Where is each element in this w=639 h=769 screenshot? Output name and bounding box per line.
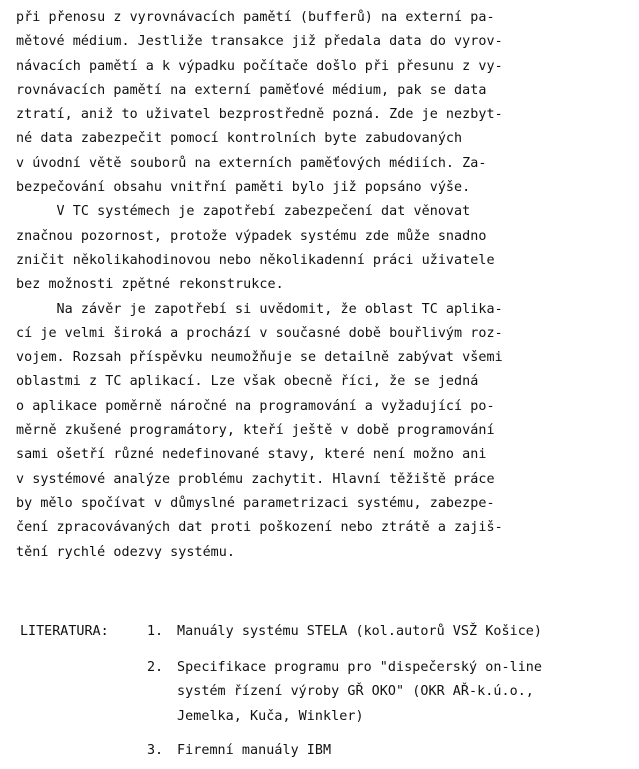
literature-item-number: 2. (147, 660, 164, 675)
literature-item-line: Manuály systému STELA (kol.autorů VSŽ Košice) (177, 624, 543, 639)
text-line: značnou pozornost, protože výpadek systému zde může snadno (16, 228, 487, 244)
text-line: cí je velmi široká a prochází v současné době bouřlivým roz- (16, 325, 503, 341)
text-line: bezpečování obsahu vnitřní paměti bylo již popsáno výše. (16, 180, 471, 196)
literature-item-number: 1. (147, 624, 164, 639)
body-text (16, 6, 628, 565)
literature-item-number: 3. (147, 743, 164, 758)
text-line: mětové médium. Jestliže transakce již předala data do vyrov- (16, 34, 503, 50)
text-line: Na závěr je zapotřebí si uvědomit, že oblast TC aplika- (16, 301, 503, 317)
text-line: při přenosu z vyrovnávacích pamětí (bufferů) na externí pa- (16, 10, 495, 25)
text-line: né data zabezpečit pomocí kontrolních byte zabudovaných (16, 131, 463, 147)
text-line: ztratí, aniž to uživatel bezprostředně pozná. Zde je nezbyt- (16, 107, 503, 123)
text-line: o aplikace poměrně náročné na programování a vyžadující po- (16, 398, 495, 414)
literature-item-line: systém řízení výroby GŘ OKO" (OKR AŘ-k.ú.o., (177, 684, 534, 700)
text-line: měrně zkušené programátory, kteří ještě v době programování (16, 423, 495, 439)
text-line: sami ošetří různé nedefinované stavy, které není možno ani (16, 447, 487, 463)
text-line: oblastmi z TC aplikací. Lze však obecně říci, že se jedná (16, 374, 479, 390)
literature-item-line: Firemní manuály IBM (177, 743, 332, 758)
text-line: čení zpracovávaných dat proti poškození nebo ztrátě a zajiš- (16, 520, 503, 536)
text-line: zničit několikahodinovou nebo několikadenní práci uživatele (16, 252, 495, 268)
literature-item-line: Jemelka, Kuča, Winkler) (177, 708, 364, 724)
text-line: v úvodní větě souborů na externích paměťových médiích. Za- (16, 155, 487, 171)
text-line: rovnávacích pamětí na externí paměťové médium, pak se data (16, 82, 487, 98)
text-line: bez možnosti zpětné rekonstrukce. (16, 277, 284, 293)
text-line: V TC systémech je zapotřebí zabezpečení dat věnovat (16, 204, 471, 220)
literature-item-line: Specifikace programu pro "dispečerský on-line (177, 660, 543, 675)
text-line: vojem. Rozsah příspěvku neumožňuje se detailně zabývat všemi (16, 350, 503, 366)
text-line: v systémové analýze problému zachytit. Hlavní těžiště práce (16, 471, 495, 487)
text-line: návacích pamětí a k výpadku počítače došlo při přesunu z vy- (16, 58, 503, 74)
literature-label: LITERATURA: (20, 624, 109, 639)
text-line: tění rychlé odezvy systému. (16, 544, 236, 560)
text-line: by mělo spočívat v důmyslné parametrizaci systému, zabezpe- (16, 495, 495, 511)
